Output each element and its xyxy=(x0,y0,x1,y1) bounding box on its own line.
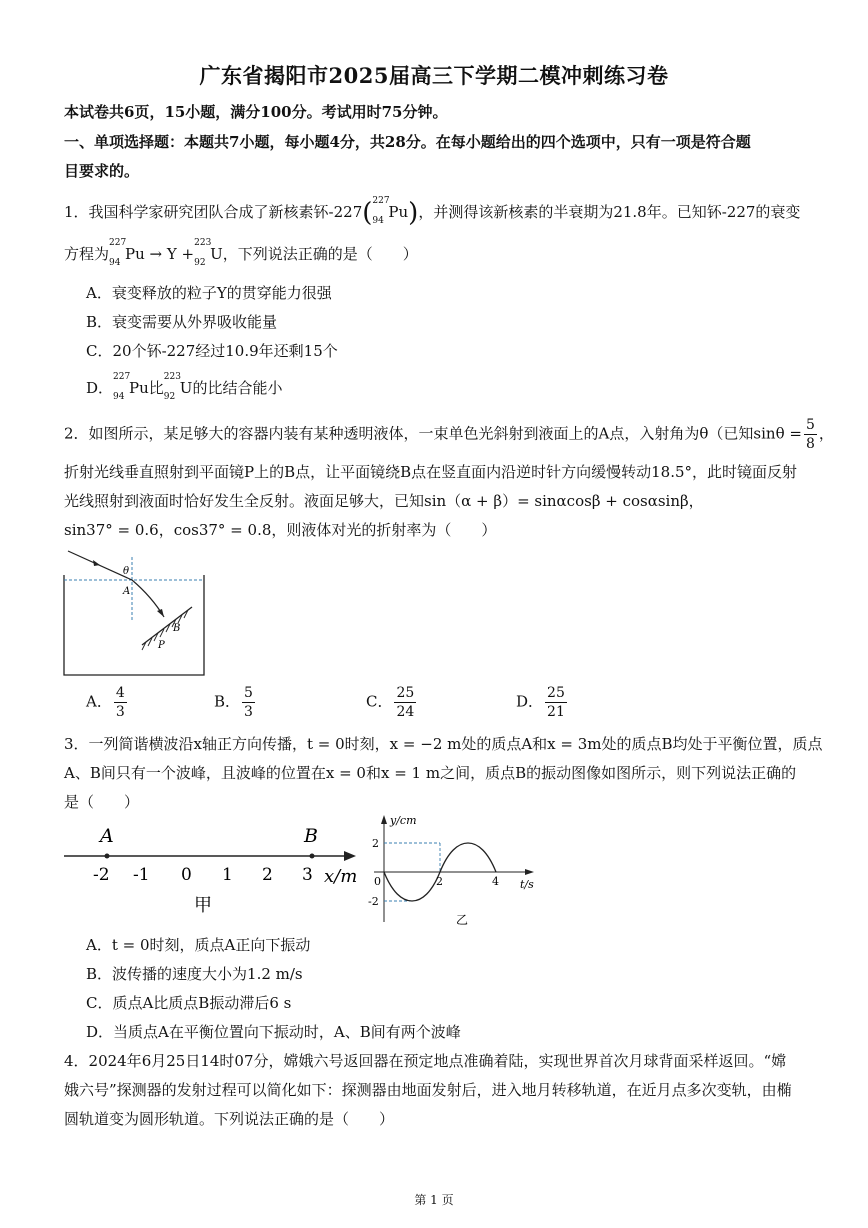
q2-option-b: B． $\frac{5}{3}$ xyxy=(214,685,253,720)
q4-line2: 娥六号”探测器的发射过程可以简化如下：探测器由地面发射后，进入地月转移轨道，在近月点多次变轨，由椭 xyxy=(64,1081,792,1099)
q3-option-b: B．波传播的速度大小为1.2 m/s xyxy=(86,965,303,983)
q1-option-a: A．衰变释放的粒子Y的贯穿能力很强 xyxy=(86,284,332,302)
exam-info: 本试卷共6页，15小题，满分100分。考试用时75分钟。 xyxy=(64,103,448,121)
label-B: B xyxy=(304,825,318,847)
page-title: 广东省揭阳市2025届高三下学期二模冲刺练习卷 xyxy=(199,63,669,88)
label-t2: 2 xyxy=(436,875,443,888)
point-B xyxy=(310,854,315,859)
tick-3: 3 xyxy=(302,865,313,885)
q1-line2: 方程为 227 94 Pu → Y + 223 92 U，下列说法正确的是（ ） xyxy=(64,238,418,268)
q2-option-d: D． $\frac{25}{21}$ xyxy=(516,685,565,720)
tick-neg1: -1 xyxy=(133,865,150,885)
mirror-line xyxy=(142,607,192,645)
q2-option-c: C． $\frac{25}{24}$ xyxy=(366,685,415,720)
q1-text-b: ，并测得该新核素的半衰期为21.8年。已知钚-227的衰变 xyxy=(418,203,801,221)
label-P: P xyxy=(158,640,165,651)
label-ts: t/s xyxy=(520,878,534,891)
label-theta: θ xyxy=(123,566,130,577)
q3-line2: A、B间只有一个波峰，且波峰的位置在x = 0和x = 1 m之间，质点B的振动图像如图所示，则下列说法正确的 xyxy=(64,764,797,782)
q2-figure-container xyxy=(60,545,210,680)
point-A xyxy=(105,854,110,859)
section-heading-line1: 一、单项选择题：本题共7小题，每小题4分，共28分。在每小题给出的四个选项中，只有一项是符合题 xyxy=(64,133,751,151)
label-origin: 0 xyxy=(374,875,381,888)
caption-jia: 甲 xyxy=(194,895,212,916)
caption-yi: 乙 xyxy=(456,913,469,927)
q1-nuclide-pu: 227 94 xyxy=(372,196,390,226)
q2-option-a: A． $\frac{4}{3}$ xyxy=(86,685,125,720)
q2-line3: 光线照射到液面时恰好发生全反射。液面足够大，已知sin（α + β）= sinαcosβ + cosαsinβ， xyxy=(64,492,704,510)
q3-line1: 3．一列简谐横波沿x轴正方向传播，t = 0时刻，x = −2 m处的质点A和x = 3m处的质点B均处于平衡位置，质点 xyxy=(64,735,823,753)
q3-option-c: C．质点A比质点B振动滞后6 s xyxy=(86,994,292,1012)
q3-option-d: D．当质点A在平衡位置向下振动时，A、B间有两个波峰 xyxy=(86,1023,461,1041)
q3-option-a: A．t = 0时刻，质点A正向下振动 xyxy=(86,936,311,954)
page-number: 第 1 页 xyxy=(414,1193,454,1207)
x-axis-arrow xyxy=(344,851,356,861)
q4-line1: 4．2024年6月25日14时07分，嫦娥六号返回器在预定地点准确着陆，实现世界首次月球背面采样返回。“嫦 xyxy=(64,1052,787,1070)
q4-line3: 圆轨道变为圆形轨道。下列说法正确的是（ ） xyxy=(64,1110,395,1128)
container-outline xyxy=(64,575,204,675)
section-heading-line2: 目要求的。 xyxy=(64,162,140,180)
label-y2: 2 xyxy=(372,837,379,850)
axis-label-xm: x/m xyxy=(324,866,358,887)
tick-neg2: -2 xyxy=(93,865,110,885)
q1-option-c: C．20个钚-227经过10.9年还剩15个 xyxy=(86,342,338,360)
label-A: A xyxy=(123,586,131,597)
label-t4: 4 xyxy=(492,875,499,888)
label-ycm: y/cm xyxy=(390,814,417,827)
q2-line1: 2．如图所示，某足够大的容器内装有某种透明液体，一束单色光斜射到液面上的A点，入射角为θ（已知sinθ = $\frac{5}{8}$ ， xyxy=(64,417,834,452)
q1-line1: 1．我国科学家研究团队合成了新核素钚-227( 227 94 Pu)，并测得该新核素的半衰期为21.8年。已知钚-227的衰变 xyxy=(64,196,801,228)
q1-text-a: 1．我国科学家研究团队合成了新核素钚-227 xyxy=(64,203,363,221)
q2-line2: 折射光线垂直照射到平面镜P上的B点，让平面镜绕B点在竖直面内沿逆时针方向缓慢转动18.5°，此时镜面反射 xyxy=(64,463,798,481)
q2-sin-fraction: $\frac{5}{8}$ xyxy=(805,417,815,452)
q1-option-d: D． 227 94 Pu比 223 92 U的比结合能小 xyxy=(86,372,283,402)
q2-line4: sin37° = 0.6，cos37° = 0.8，则液体对光的折射率为（ ） xyxy=(64,521,497,539)
tick-2: 2 xyxy=(262,865,273,885)
q1-option-b: B．衰变需要从外界吸收能量 xyxy=(86,313,278,331)
label-yneg2: -2 xyxy=(368,895,379,908)
tick-1: 1 xyxy=(222,865,233,885)
label-B: B xyxy=(173,623,181,634)
q3-figure-jia xyxy=(60,818,370,923)
q3-line3: 是（ ） xyxy=(64,793,140,811)
tick-0: 0 xyxy=(181,865,192,885)
label-A: A xyxy=(100,825,114,847)
q3-figure-yi xyxy=(362,812,542,930)
